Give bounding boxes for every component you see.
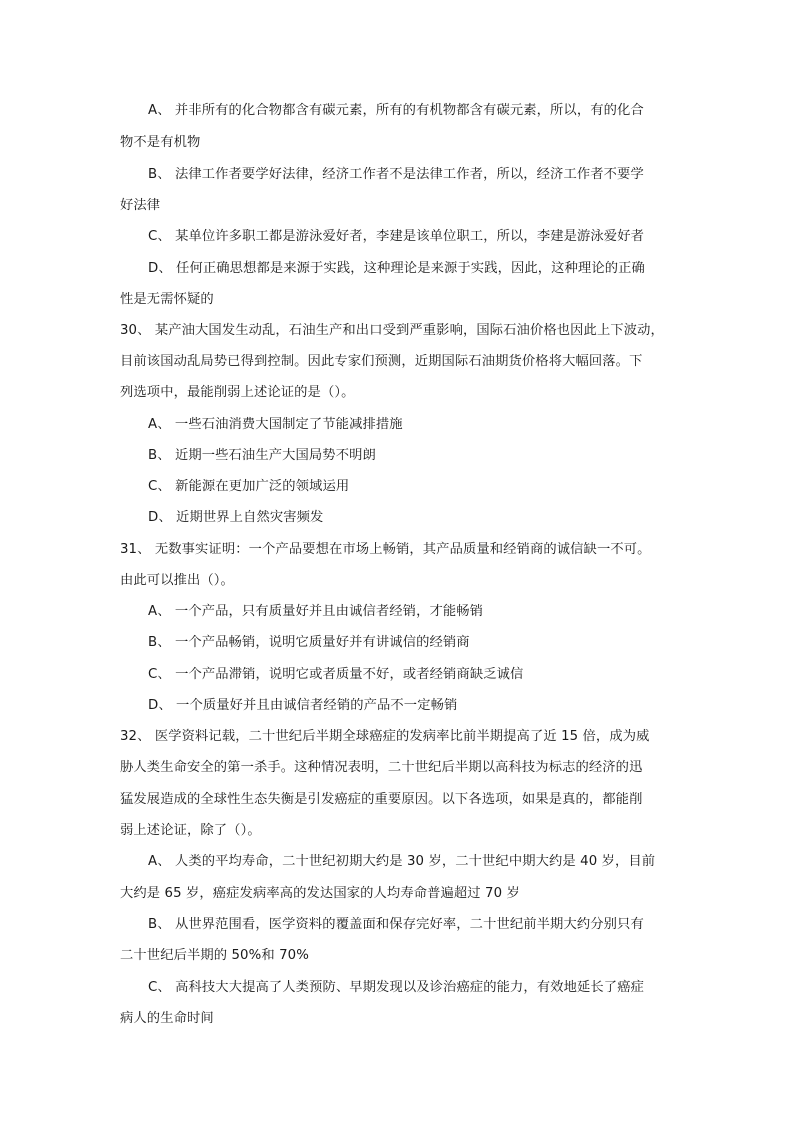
paragraph-line: 猛发展造成的全球性生态失衡是引发癌症的重要原因。以下各选项，如果是真的，都能削 <box>120 792 643 807</box>
paragraph-line: 弱上述论证，除了（）。 <box>120 823 261 838</box>
paragraph-line: 病人的生命时间 <box>120 1011 214 1026</box>
paragraph-line: 性是无需怀疑的 <box>120 292 214 307</box>
option-line: B、 法律工作者要学好法律，经济工作者不是法律工作者，所以，经济工作者不要学 <box>148 167 644 182</box>
option-line: A、 并非所有的化合物都含有碳元素，所有的有机物都含有碳元素，所以，有的化合 <box>148 103 644 118</box>
option-line: C、 某单位许多职工都是游泳爱好者，李建是该单位职工，所以，李建是游泳爱好者 <box>148 229 644 244</box>
option-line: A、 一些石油消费大国制定了节能减排措施 <box>148 417 403 432</box>
paragraph-line: 大约是 65 岁，癌症发病率高的发达国家的人均寿命普遍超过 70 岁 <box>120 886 520 901</box>
option-line: B、 从世界范围看，医学资料的覆盖面和保存完好率，二十世纪前半期大约分别只有 <box>148 917 644 932</box>
option-line: C、 高科技大大提高了人类预防、早期发现以及诊治癌症的能力，有效地延长了癌症 <box>148 980 644 995</box>
option-line: B、 近期一些石油生产大国局势不明朗 <box>148 448 376 463</box>
paragraph-line: 好法律 <box>120 198 161 213</box>
paragraph-line: 物不是有机物 <box>120 135 201 150</box>
option-line: D、 一个质量好并且由诚信者经销的产品不一定畅销 <box>148 698 458 713</box>
question-line: 32、 医学资料记载，二十世纪后半期全球癌症的发病率比前半期提高了近 15 倍，成为威 <box>120 729 650 744</box>
option-line: B、 一个产品畅销，说明它质量好并有讲诚信的经销商 <box>148 635 470 650</box>
paragraph-line: 二十世纪后半期的 50%和 70% <box>120 948 309 963</box>
option-line: D、 任何正确思想都是来源于实践，这种理论是来源于实践，因此，这种理论的正确 <box>148 261 645 276</box>
paragraph-line: 胁人类生命安全的第一杀手。这种情况表明，二十世纪后半期以高科技为标志的经济的迅 <box>120 760 643 775</box>
paragraph-line: 由此可以推出（）。 <box>120 573 234 588</box>
option-line: C、 新能源在更加广泛的领域运用 <box>148 479 350 494</box>
option-line: A、 一个产品，只有质量好并且由诚信者经销，才能畅销 <box>148 604 484 619</box>
option-line: A、 人类的平均寿命，二十世纪初期大约是 30 岁，二十世纪中期大约是 40 岁，目前 <box>148 854 656 869</box>
question-line: 30、 某产油大国发生动乱，石油生产和出口受到严重影响，国际石油价格也因此上下波动， <box>120 323 664 338</box>
paragraph-line: 目前该国动乱局势已得到控制。因此专家们预测，近期国际石油期货价格将大幅回落。下 <box>120 354 643 369</box>
question-line: 31、 无数事实证明：一个产品要想在市场上畅销，其产品质量和经销商的诚信缺一不可。 <box>120 542 651 557</box>
option-line: C、 一个产品滞销，说明它或者质量不好，或者经销商缺乏诚信 <box>148 667 524 682</box>
option-line: D、 近期世界上自然灾害频发 <box>148 510 324 525</box>
paragraph-line: 列选项中，最能削弱上述论证的是（）。 <box>120 385 355 400</box>
